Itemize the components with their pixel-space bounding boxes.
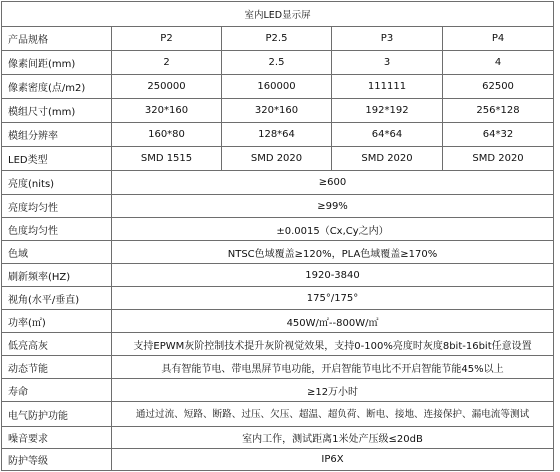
table-cell: SMD 2020 xyxy=(443,147,554,171)
table-cell: SMD 2020 xyxy=(332,147,443,171)
table-cell: 160000 xyxy=(222,75,332,99)
table-row xyxy=(2,51,554,75)
table-cell: 具有智能节电、带电黑屏节电功能，开启智能节电比不开启智能节能45%以上 xyxy=(112,356,554,379)
row-label: LED类型 xyxy=(2,147,112,171)
table-cell: 256*128 xyxy=(443,99,554,123)
table-cell: ≥12万小时 xyxy=(112,379,554,402)
table-cell: 64*32 xyxy=(443,123,554,147)
table-cell: 111111 xyxy=(332,75,443,99)
table-cell: 2 xyxy=(112,51,222,75)
table-cell: 4 xyxy=(443,51,554,75)
row-label: 视角(水平/垂直) xyxy=(2,287,112,310)
table-cell: 450W/㎡--800W/㎡ xyxy=(112,310,554,333)
row-label: 亮度(nits) xyxy=(2,171,112,195)
row-label: 模组尺寸(mm) xyxy=(2,99,112,123)
table-cell: 250000 xyxy=(112,75,222,99)
table-cell: SMD 1515 xyxy=(112,147,222,171)
row-label: 寿命 xyxy=(2,379,112,402)
row-label: 防护等级 xyxy=(2,449,112,471)
table-cell: ≥99% xyxy=(112,195,554,218)
table-row xyxy=(2,123,554,147)
table-cell: 320*160 xyxy=(222,99,332,123)
header-model-p4: P4 xyxy=(443,27,554,51)
table-cell: ≥600 xyxy=(112,171,554,195)
header-row xyxy=(2,27,554,51)
table-row xyxy=(2,241,554,264)
table-row xyxy=(2,333,554,356)
table-row xyxy=(2,287,554,310)
table-row xyxy=(2,402,554,427)
header-model-p2-5: P2.5 xyxy=(222,27,332,51)
table-row xyxy=(2,147,554,171)
table-row xyxy=(2,171,554,195)
row-label: 亮度均匀性 xyxy=(2,195,112,218)
table-cell: 320*160 xyxy=(112,99,222,123)
table-cell: 2.5 xyxy=(222,51,332,75)
table-row xyxy=(2,75,554,99)
row-label: 色度均匀性 xyxy=(2,218,112,241)
spec-table xyxy=(1,1,554,471)
table-row xyxy=(2,195,554,218)
table-cell: 175°/175° xyxy=(112,287,554,310)
table-cell: SMD 2020 xyxy=(222,147,332,171)
table-cell: 160*80 xyxy=(112,123,222,147)
table-cell: 3 xyxy=(332,51,443,75)
table-cell: ±0.0015（Cx,Cy之内） xyxy=(112,218,554,241)
header-model-p2: P2 xyxy=(112,27,222,51)
row-label: 功率(㎡) xyxy=(2,310,112,333)
row-label: 电气防护功能 xyxy=(2,402,112,427)
table-row xyxy=(2,218,554,241)
row-label: 动态节能 xyxy=(2,356,112,379)
row-label: 色域 xyxy=(2,241,112,264)
table-row xyxy=(2,99,554,123)
row-label: 低亮高灰 xyxy=(2,333,112,356)
table-cell: 通过过流、短路、断路、过压、欠压、超温、超负荷、断电、接地、连接保护、漏电流等测试 xyxy=(112,402,554,427)
table-cell: NTSC色域覆盖≥120%，PLA色域覆盖≥170% xyxy=(112,241,554,264)
table-row xyxy=(2,264,554,287)
row-label: 像素密度(点/m2) xyxy=(2,75,112,99)
table-cell: 192*192 xyxy=(332,99,443,123)
header-model-p3: P3 xyxy=(332,27,443,51)
row-label: 刷新频率(HZ) xyxy=(2,264,112,287)
row-label: 像素间距(mm) xyxy=(2,51,112,75)
table-cell: 64*64 xyxy=(332,123,443,147)
table-cell: IP6X xyxy=(112,449,554,471)
table-row xyxy=(2,427,554,449)
row-label: 模组分辨率 xyxy=(2,123,112,147)
table-cell: 128*64 xyxy=(222,123,332,147)
table-row xyxy=(2,449,554,471)
table-cell: 62500 xyxy=(443,75,554,99)
table-cell: 支持EPWM灰阶控制技术提升灰阶视觉效果，支持0-100%亮度时灰度8bit-16bit任意设置 xyxy=(112,333,554,356)
row-label: 噪音要求 xyxy=(2,427,112,449)
table-cell: 室内工作，测试距离1米处产压级≤20dB xyxy=(112,427,554,449)
header-label: 产品规格 xyxy=(2,27,112,51)
table-title: 室内LED显示屏 xyxy=(2,2,554,27)
title-row xyxy=(2,2,554,27)
table-row xyxy=(2,356,554,379)
table-row xyxy=(2,379,554,402)
table-row xyxy=(2,310,554,333)
table-cell: 1920-3840 xyxy=(112,264,554,287)
